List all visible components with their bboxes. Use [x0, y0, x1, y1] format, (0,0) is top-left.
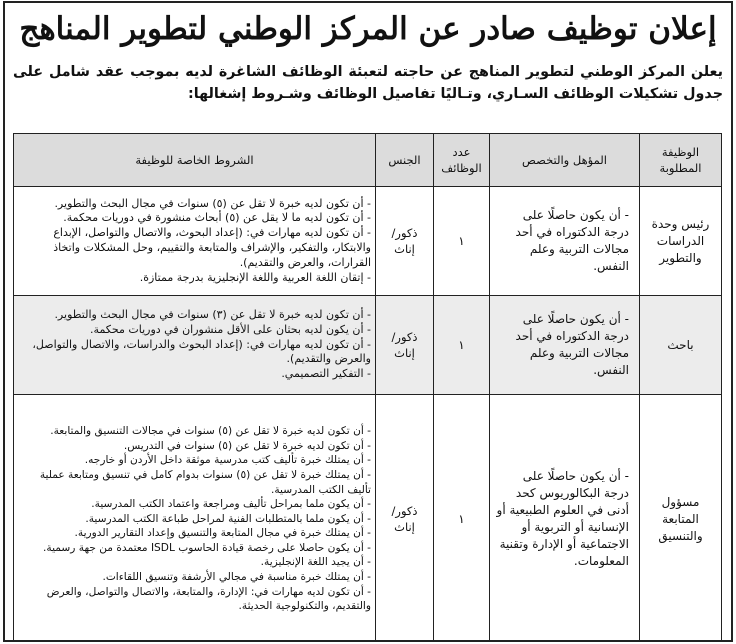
- job-gender: ذكور/ إناث: [376, 296, 434, 395]
- header-position: الوظيفة المطلوبة: [640, 134, 722, 187]
- intro-paragraph: يعلن المركز الوطني لتطوير المناهج عن حاجته لتعبئة الوظائف الشاغرة لديه بموجب عقد شامل على جدول تشكيلات الوظائف السـاري، وتـاليًا تفاصيل الوظائف وشـروط إشغالها:: [13, 64, 723, 102]
- page-title: إعلان توظيف صادر عن المركز الوطني لتطوير المناهج: [19, 11, 717, 47]
- job-conditions: [14, 187, 376, 296]
- job-advertisement: [3, 1, 733, 642]
- job-position: باحث: [640, 296, 722, 395]
- condition-item: - أن يجيد اللغة الإنجليزية.: [260, 556, 371, 569]
- job-position: مسؤول المتابعة والتنسيق: [640, 395, 722, 643]
- job-gender: ذكور/ إناث: [376, 187, 434, 296]
- condition-item: - التفكير التصميمي.: [281, 367, 371, 381]
- job-position: رئيس وحدة الدراسات والتطوير: [640, 187, 722, 296]
- job-qualification: - أن يكون حاصلًا على درجة الدكتوراه في أحد مجالات التربية وعلم النفس.: [490, 296, 640, 395]
- condition-item: - أن يكون حاصلا على رخصة قيادة الحاسوب ISDL معتمدة من جهة رسمية.: [43, 541, 371, 554]
- job-count: ١: [434, 187, 490, 296]
- condition-item: - أن تكون لديه ما لا يقل عن (٥) أبحاث منشورة في دوريات محكمة.: [63, 211, 371, 225]
- condition-item: - أن يكون ملما بالمتطلبات الفنية لمراحل طباعة الكتب المدرسية.: [85, 512, 371, 525]
- jobs-table: [13, 133, 722, 642]
- job-count: ١: [434, 395, 490, 643]
- header-gender: الجنس: [376, 134, 434, 187]
- table-header-row: [14, 134, 722, 187]
- header-count: عدد الوظائف: [434, 134, 490, 187]
- table-row: [14, 296, 722, 395]
- job-qualification: - أن يكون حاصلًا على درجة البكالوريوس كحد أدنى في العلوم الطبيعية أو الإنسانية أو التربوية أو الاجتماعية أو الإدارة وتقنية المعلومات.: [490, 395, 640, 643]
- condition-item: - أن تكون لديه خبرة لا تقل عن (٥) سنوات في التدريس.: [123, 439, 371, 452]
- condition-item: - أن تكون لديه مهارات في: (إعداد البحوث، والاتصال والتواصل، الإبداع والابتكار، والتفكير، والإشراف والمتابعة والتقييم، وحل المشكلات واتخاذ القرارات، والعرض والتقديم).: [53, 226, 371, 269]
- job-qualification: - أن يكون حاصلًا على درجة الدكتوراه في أحد مجالات التربية وعلم النفس.: [490, 187, 640, 296]
- condition-item: - أن يمتلك خبرة تأليف كتب مدرسية موثقة داخل الأردن أو خارجه.: [84, 454, 371, 467]
- table-row: [14, 395, 722, 643]
- header-qualification: المؤهل والتخصص: [490, 134, 640, 187]
- condition-item: - أن تكون لديه خبرة لا تقل عن (٥) سنوات في مجالات التنسيق والمتابعة.: [50, 425, 371, 438]
- job-count: ١: [434, 296, 490, 395]
- condition-item: - إتقان اللغة العربية واللغة الإنجليزية بدرجة ممتازة.: [139, 270, 371, 284]
- condition-item: - أن تكون لديه خبرة لا تقل عن (٥) سنوات في مجال البحث والتطوير.: [54, 196, 371, 210]
- condition-item: - أن تكون لديه مهارات في: الإدارة، والمتابعة، والاتصال والتواصل، والعرض والتقديم، والتكنولوجية الحديثة.: [46, 585, 371, 613]
- condition-item: - أن يمتلك خبرة مناسبة في مجالي الأرشفة وتنسيق اللقاءات.: [102, 571, 371, 584]
- header-conditions: الشروط الخاصة للوظيفة: [14, 134, 376, 187]
- table-row: [14, 187, 722, 296]
- job-conditions: [14, 296, 376, 395]
- condition-item: - أن تكون لديه خبرة لا تقل عن (٣) سنوات في مجال البحث والتطوير.: [54, 308, 371, 321]
- job-conditions: [14, 395, 376, 643]
- condition-item: - أن يمتلك خبرة لا تقل عن (٥) سنوات بدوام كامل في تنسيق ومتابعة عملية تأليف الكتب المدرسية.: [39, 468, 371, 496]
- condition-item: - أن يمتلك خبرة في مجال المتابعة والتنسيق وإعداد التقارير الدورية.: [74, 527, 371, 540]
- condition-item: - أن يكون ملما بمراحل تأليف ومراجعة واعتماد الكتب المدرسية.: [91, 498, 371, 511]
- condition-item: - أن يكون لديه بحثان على الأقل منشوران في دوريات محكمة.: [90, 322, 371, 336]
- condition-item: - أن تكون لديه مهارات في: (إعداد البحوث والدراسات، والاتصال والتواصل، والعرض والتقديم).: [32, 337, 371, 366]
- job-gender: ذكور/ إناث: [376, 395, 434, 643]
